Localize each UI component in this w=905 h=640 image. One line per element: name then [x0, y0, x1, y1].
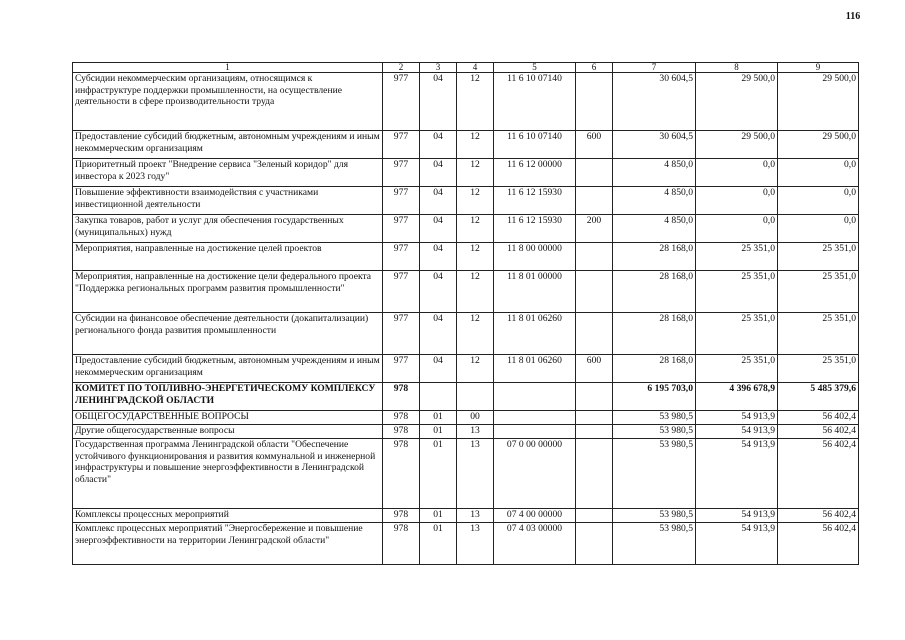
row-expense-type: [576, 411, 613, 425]
row-target-article: 11 8 01 00000: [494, 271, 576, 313]
row-name: Комплекс процессных мероприятий "Энергосбережение и повышение энергоэффективности на территории Ленинградской области": [73, 523, 383, 565]
page-number: 116: [845, 11, 861, 22]
row-admin-code: 977: [383, 159, 420, 187]
row-section: 04: [420, 243, 457, 271]
row-amount-3: 29 500,0: [778, 131, 859, 159]
row-expense-type: [576, 159, 613, 187]
col-header: 1: [73, 63, 383, 73]
row-name: ОБЩЕГОСУДАРСТВЕННЫЕ ВОПРОСЫ: [73, 411, 383, 425]
row-name: Предоставление субсидий бюджетным, автономным учреждениям и иным некоммерческим организациям: [73, 131, 383, 159]
row-amount-2: 29 500,0: [696, 73, 778, 131]
row-subsection: 12: [457, 355, 494, 383]
row-section: 04: [420, 215, 457, 243]
row-amount-2: 0,0: [696, 215, 778, 243]
row-amount-2: 25 351,0: [696, 355, 778, 383]
row-target-article: 07 4 00 00000: [494, 509, 576, 523]
row-amount-3: 0,0: [778, 187, 859, 215]
col-header: 7: [613, 63, 696, 73]
row-target-article: 11 6 12 15930: [494, 187, 576, 215]
table-row: [73, 439, 859, 509]
row-subsection: 13: [457, 523, 494, 565]
table-row: [73, 411, 859, 425]
row-target-article: 11 8 01 06260: [494, 313, 576, 355]
row-target-article: 07 0 00 00000: [494, 439, 576, 509]
row-amount-1: 4 850,0: [613, 215, 696, 243]
row-amount-2: 54 913,9: [696, 523, 778, 565]
row-amount-3: 56 402,4: [778, 439, 859, 509]
row-admin-code: 978: [383, 383, 420, 411]
row-amount-3: 56 402,4: [778, 523, 859, 565]
row-amount-2: 25 351,0: [696, 243, 778, 271]
row-target-article: 11 6 12 15930: [494, 215, 576, 243]
row-name: Предоставление субсидий бюджетным, автономным учреждениям и иным некоммерческим организациям: [73, 355, 383, 383]
row-admin-code: 978: [383, 411, 420, 425]
row-target-article: [494, 425, 576, 439]
row-name: Субсидии некоммерческим организациям, относящимся к инфраструктуре поддержки промышленности, на осуществление деятельности в сфере производительности труда: [73, 73, 383, 131]
row-admin-code: 977: [383, 313, 420, 355]
row-section: 01: [420, 411, 457, 425]
row-subsection: 12: [457, 243, 494, 271]
col-header: 2: [383, 63, 420, 73]
row-amount-1: 4 850,0: [613, 187, 696, 215]
row-target-article: 11 8 00 00000: [494, 243, 576, 271]
row-expense-type: 200: [576, 215, 613, 243]
row-amount-3: 25 351,0: [778, 355, 859, 383]
row-expense-type: [576, 425, 613, 439]
col-header: 4: [457, 63, 494, 73]
row-subsection: 12: [457, 73, 494, 131]
row-admin-code: 977: [383, 243, 420, 271]
row-subsection: 12: [457, 159, 494, 187]
row-amount-3: 25 351,0: [778, 313, 859, 355]
row-subsection: 13: [457, 425, 494, 439]
row-admin-code: 978: [383, 425, 420, 439]
row-admin-code: 978: [383, 523, 420, 565]
row-subsection: 13: [457, 439, 494, 509]
row-amount-1: 30 604,5: [613, 73, 696, 131]
row-amount-1: 53 980,5: [613, 411, 696, 425]
col-header: 6: [576, 63, 613, 73]
row-amount-2: 0,0: [696, 159, 778, 187]
table-row: [73, 187, 859, 215]
row-name: КОМИТЕТ ПО ТОПЛИВНО-ЭНЕРГЕТИЧЕСКОМУ КОМПЛЕКСУ ЛЕНИНГРАДСКОЙ ОБЛАСТИ: [73, 383, 383, 411]
table-row: [73, 425, 859, 439]
col-header: 5: [494, 63, 576, 73]
row-amount-1: 28 168,0: [613, 243, 696, 271]
table-row: [73, 383, 859, 411]
row-amount-3: 25 351,0: [778, 243, 859, 271]
row-subsection: 12: [457, 187, 494, 215]
col-header: 8: [696, 63, 778, 73]
row-expense-type: 600: [576, 131, 613, 159]
row-target-article: [494, 383, 576, 411]
table-row: [73, 509, 859, 523]
row-subsection: 12: [457, 215, 494, 243]
row-admin-code: 977: [383, 355, 420, 383]
col-header: 3: [420, 63, 457, 73]
table-row: [73, 355, 859, 383]
row-section: 01: [420, 439, 457, 509]
row-target-article: 11 6 10 07140: [494, 131, 576, 159]
row-admin-code: 977: [383, 271, 420, 313]
row-target-article: 11 6 10 07140: [494, 73, 576, 131]
row-name: Государственная программа Ленинградской области "Обеспечение устойчивого функционирования и развития коммунальной и инженерной инфраструктуры и повышение энергоэффективности в Ленинградской области": [73, 439, 383, 509]
row-amount-2: 54 913,9: [696, 509, 778, 523]
row-subsection: 00: [457, 411, 494, 425]
col-header: 9: [778, 63, 859, 73]
row-expense-type: [576, 509, 613, 523]
row-section: 04: [420, 187, 457, 215]
row-amount-1: 28 168,0: [613, 355, 696, 383]
table-row: [73, 271, 859, 313]
row-name: Повышение эффективности взаимодействия с участниками инвестиционной деятельности: [73, 187, 383, 215]
row-amount-3: 0,0: [778, 159, 859, 187]
row-target-article: 11 6 12 00000: [494, 159, 576, 187]
row-amount-1: 28 168,0: [613, 313, 696, 355]
row-name: Другие общегосударственные вопросы: [73, 425, 383, 439]
row-expense-type: [576, 523, 613, 565]
row-admin-code: 977: [383, 215, 420, 243]
row-amount-2: 29 500,0: [696, 131, 778, 159]
table-row: [73, 243, 859, 271]
budget-table: [72, 62, 859, 565]
table-row: [73, 131, 859, 159]
row-admin-code: 978: [383, 509, 420, 523]
row-amount-1: 28 168,0: [613, 271, 696, 313]
row-subsection: 12: [457, 271, 494, 313]
row-subsection: 12: [457, 131, 494, 159]
row-subsection: 12: [457, 313, 494, 355]
row-subsection: 13: [457, 509, 494, 523]
row-section: 04: [420, 271, 457, 313]
row-amount-3: 0,0: [778, 215, 859, 243]
row-section: 01: [420, 509, 457, 523]
row-amount-1: 53 980,5: [613, 439, 696, 509]
row-admin-code: 977: [383, 187, 420, 215]
row-amount-3: 56 402,4: [778, 411, 859, 425]
row-name: Закупка товаров, работ и услуг для обеспечения государственных (муниципальных) нужд: [73, 215, 383, 243]
row-section: 04: [420, 313, 457, 355]
row-amount-2: 54 913,9: [696, 439, 778, 509]
row-name: Субсидии на финансовое обеспечение деятельности (докапитализации) регионального фонда развития промышленности: [73, 313, 383, 355]
row-amount-1: 30 604,5: [613, 131, 696, 159]
row-expense-type: [576, 73, 613, 131]
row-amount-3: 5 485 379,6: [778, 383, 859, 411]
row-target-article: [494, 411, 576, 425]
row-amount-1: 53 980,5: [613, 523, 696, 565]
table-row: [73, 159, 859, 187]
row-section: [420, 383, 457, 411]
row-expense-type: 600: [576, 355, 613, 383]
row-section: 04: [420, 73, 457, 131]
row-admin-code: 978: [383, 439, 420, 509]
row-expense-type: [576, 271, 613, 313]
row-expense-type: [576, 383, 613, 411]
row-section: 04: [420, 131, 457, 159]
table-row: [73, 73, 859, 131]
row-admin-code: 977: [383, 73, 420, 131]
row-section: 01: [420, 523, 457, 565]
header-row: [73, 63, 859, 73]
table-row: [73, 313, 859, 355]
row-amount-1: 53 980,5: [613, 425, 696, 439]
row-section: 01: [420, 425, 457, 439]
row-expense-type: [576, 313, 613, 355]
row-subsection: [457, 383, 494, 411]
row-amount-2: 54 913,9: [696, 411, 778, 425]
row-name: Комплексы процессных мероприятий: [73, 509, 383, 523]
table-row: [73, 215, 859, 243]
row-amount-3: 25 351,0: [778, 271, 859, 313]
row-name: Мероприятия, направленные на достижение целей проектов: [73, 243, 383, 271]
row-target-article: 07 4 03 00000: [494, 523, 576, 565]
row-amount-2: 4 396 678,9: [696, 383, 778, 411]
row-name: Мероприятия, направленные на достижение цели федерального проекта "Поддержка региональных программ развития промышленности": [73, 271, 383, 313]
row-amount-3: 56 402,4: [778, 425, 859, 439]
row-amount-2: 25 351,0: [696, 313, 778, 355]
table-row: [73, 523, 859, 565]
row-expense-type: [576, 187, 613, 215]
row-amount-2: 54 913,9: [696, 425, 778, 439]
row-expense-type: [576, 243, 613, 271]
row-target-article: 11 8 01 06260: [494, 355, 576, 383]
row-amount-1: 4 850,0: [613, 159, 696, 187]
row-name: Приоритетный проект "Внедрение сервиса "Зеленый коридор" для инвестора к 2023 году": [73, 159, 383, 187]
row-admin-code: 977: [383, 131, 420, 159]
row-amount-2: 0,0: [696, 187, 778, 215]
row-expense-type: [576, 439, 613, 509]
row-amount-2: 25 351,0: [696, 271, 778, 313]
row-amount-3: 56 402,4: [778, 509, 859, 523]
row-amount-1: 6 195 703,0: [613, 383, 696, 411]
row-amount-3: 29 500,0: [778, 73, 859, 131]
row-section: 04: [420, 355, 457, 383]
row-section: 04: [420, 159, 457, 187]
row-amount-1: 53 980,5: [613, 509, 696, 523]
